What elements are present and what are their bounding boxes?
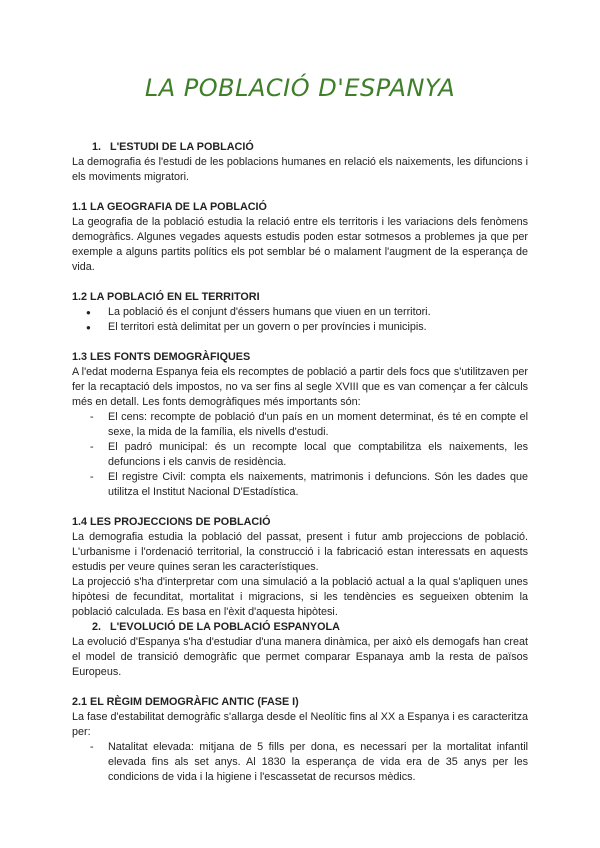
section-2-heading (72, 620, 528, 635)
list-item: ● La població és el conjunt d'éssers humans que viuen en un territori. (72, 305, 528, 320)
list-item: - El padró municipal: és un recompte local que comptabilitza els naixements, les defuncions i els canvis de residència. (72, 440, 528, 470)
section-1-paragraph: La demografia és l'estudi de les poblacions humanes en relació els naixements, les difuncions i els moviments migratori. (72, 156, 528, 183)
section-1-heading-text: L'ESTUDI DE LA POBLACIÓ (110, 141, 254, 153)
section-2-paragraph: La evolució d'Espanya s'ha d'estudiar d'una manera dinàmica, per això els demogafs han creat el model de transició demogràfic que permet comparar Espanaya amb la resta de països Europeus. (72, 636, 528, 678)
section-1-3-paragraph: A l'edat moderna Espanya feia els recomptes de població a partir dels focs que s'utilitzaven per fer la recaptació dels impostos, no va ser fins al segle XVIII que es van començar a fer càlculs més en detall. Les fonts demogràfiques més importants són: (72, 366, 528, 408)
document-body (72, 140, 528, 785)
document-title: LA POBLACIÓ D'ESPANYA (144, 74, 456, 102)
section-2-1-list (72, 740, 528, 785)
section-2-1-heading: 2.1 EL RÈGIM DEMOGRÀFIC ANTIC (FASE I) (72, 696, 299, 708)
list-item: - Natalitat elevada: mitjana de 5 fills per dona, es necessari per la mortalitat infantil elevada fins als set anys. Al 1830 la esperança de vida era de 35 anys per les condicions de vida i la higiene i l'escassetat de recursos mèdics. (72, 740, 528, 785)
section-1-heading (72, 140, 528, 155)
list-item: - El cens: recompte de població d'un país en un moment determinat, és té en compte el sexe, la mida de la família, els nivells d'estudi. (72, 410, 528, 440)
section-1-2-heading: 1.2 LA POBLACIÓ EN EL TERRITORI (72, 291, 260, 303)
list-item: ● El territori està delimitat per un govern o per províncies i municipis. (72, 320, 528, 335)
section-1-2-list (72, 305, 528, 335)
section-1-3-list (72, 410, 528, 500)
section-1-4-paragraph-2: La projecció s'ha d'interpretar com una simulació a la població actual a la qual s'apliquen unes hipòtesi de fecunditat, mortalitat i migracions, si les tendències es segueixen obtenim la població calculada. Es basa en l'èxit d'aquesta hipòtesi. (72, 576, 528, 618)
section-1-1-heading: 1.1 LA GEOGRAFIA DE LA POBLACIÓ (72, 201, 267, 213)
section-2-1-paragraph: La fase d'estabilitat demogràfic s'allarga desde el Neolític fins al XX a Espanya i es caracteritza per: (72, 711, 528, 738)
section-1-1-paragraph: La geografia de la població estudia la relació entre els territoris i les variacions dels fenòmens demogràfics. Algunes vegades aquests estudis poden estar sotmesos a problemes ja que per exemple a alguns partits polítics els pot semblar bé o malament l'augment de la esperança de vida. (72, 216, 528, 273)
section-1-4-heading: 1.4 LES PROJECCIONS DE POBLACIÓ (72, 516, 271, 528)
section-2-number: 2. (92, 621, 102, 633)
section-1-4-paragraph-1: La demografia estudia la població del passat, present i futur amb projeccions de població. L'urbanisme i l'ordenació territorial, la construcció i la fabricació estan interessats en aquests estudis per veure quines seran les característiques. (72, 531, 528, 573)
section-1-3-heading: 1.3 LES FONTS DEMOGRÀFIQUES (72, 351, 251, 363)
list-item: - El registre Civil: compta els naixements, matrimonis i defuncions. Són les dades que utilitza el Institut Nacional D'Estadística. (72, 470, 528, 500)
section-1-number: 1. (92, 141, 102, 153)
section-2-heading-text: L'EVOLUCIÓ DE LA POBLACIÓ ESPANYOLA (110, 621, 340, 633)
